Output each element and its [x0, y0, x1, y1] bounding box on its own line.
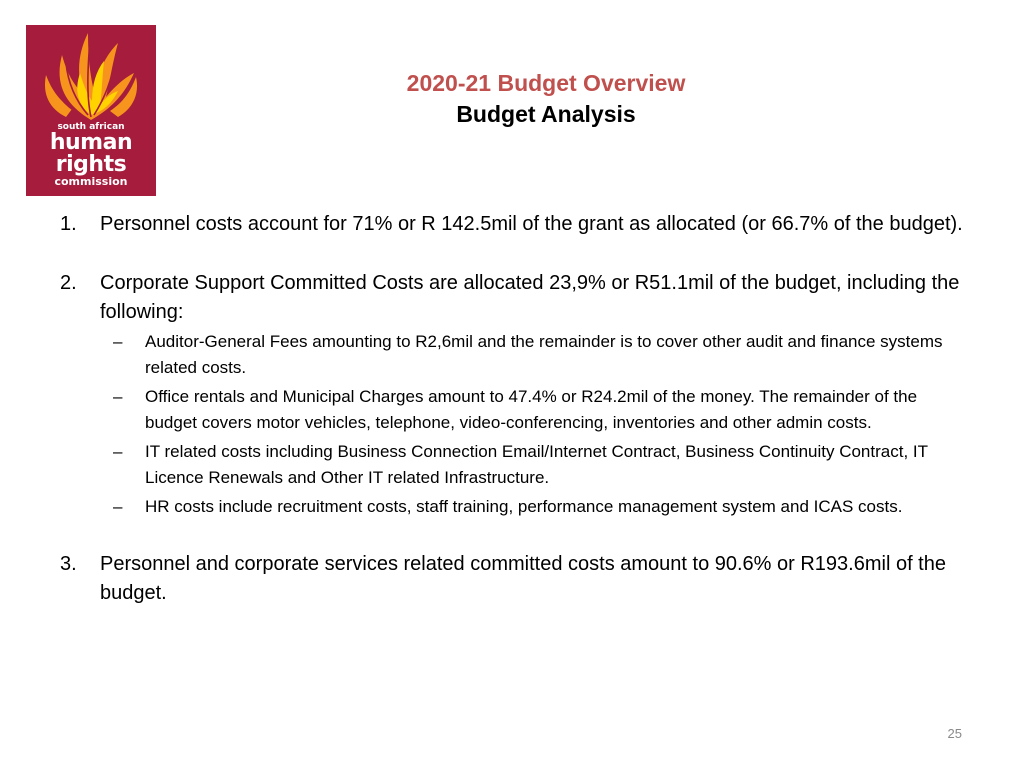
- page-title: 2020-21 Budget Overview: [406, 70, 686, 96]
- logo-line-rights: rights: [55, 152, 127, 177]
- sub-list-item-text: Office rentals and Municipal Charges amount to 47.4% or R24.2mil of the money. The remainder of the budget covers motor vehicles, telephone, video-conferencing, inventories and other admin costs.: [145, 387, 918, 432]
- sahrc-logo: [26, 25, 156, 196]
- logo-line-south-african: south african: [57, 122, 125, 132]
- sub-list-item-text: IT related costs including Business Connection Email/Internet Contract, Business Continuity Contract, IT Licence Renewals and Other IT related Infrastructure.: [145, 442, 928, 487]
- list-item-number: 3.: [60, 552, 77, 575]
- flame-icon: [26, 25, 156, 125]
- list-item-text: Personnel costs account for 71% or R 142.5mil of the grant as allocated (or 66.7% of the budget).: [100, 213, 963, 235]
- page-number: 25: [947, 726, 962, 741]
- logo-line-commission: commission: [54, 175, 128, 188]
- list-item: [60, 269, 970, 520]
- list-item-number: 1.: [60, 213, 77, 235]
- logo-line-human: human: [49, 130, 133, 155]
- dash-marker: –: [113, 497, 123, 516]
- page-subtitle: Budget Analysis: [456, 101, 636, 127]
- dash-marker: –: [113, 387, 123, 406]
- dash-marker: –: [113, 442, 123, 461]
- list-item-number: 2.: [60, 272, 77, 294]
- sub-list-item-text: HR costs include recruitment costs, staff training, performance management system and ICAS costs.: [145, 497, 903, 516]
- title-block: [300, 68, 792, 130]
- list-item-text: Corporate Support Committed Costs are allocated 23,9% or R51.1mil of the budget, including the following:: [100, 272, 960, 323]
- list-item: [60, 550, 970, 608]
- sub-list-item: [100, 439, 970, 490]
- budget-analysis-list: [60, 210, 970, 608]
- sub-list-item: [100, 384, 970, 435]
- list-item: [60, 210, 970, 239]
- dash-marker: –: [113, 332, 123, 351]
- list-item-text: Personnel and corporate services related committed costs amount to 90.6% or R193.6mil of the budget.: [100, 552, 946, 604]
- sub-list-item: [100, 494, 970, 520]
- sub-list-item-text: Auditor-General Fees amounting to R2,6mil and the remainder is to cover other audit and finance systems related costs.: [145, 332, 943, 377]
- sub-list: [100, 329, 970, 520]
- sub-list-item: [100, 329, 970, 380]
